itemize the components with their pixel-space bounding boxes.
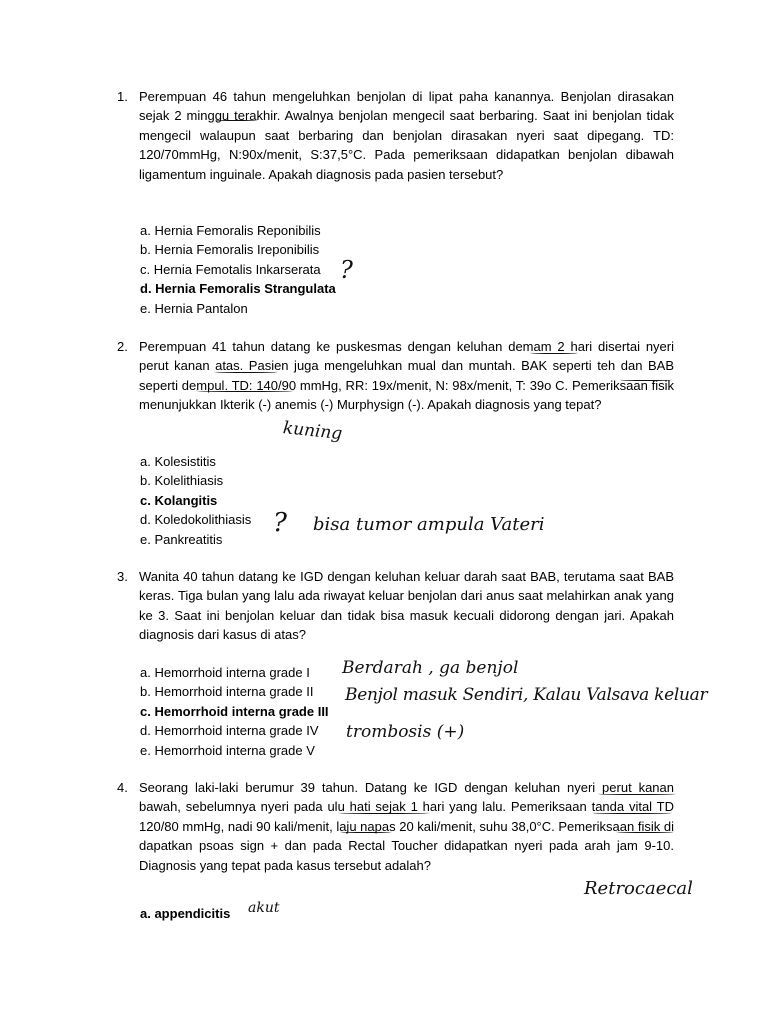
options-list	[140, 904, 470, 923]
question-text: Perempuan 41 tahun datang ke puskesmas dengan keluhan demam 2 hari disertai nyeri perut kanan atas. Pasien juga mengeluhkan mual dan muntah. BAK seperti teh dan BAB seperti dempul. TD: 140/90 mmHg, RR: 19x/menit, N: 98x/menit, T: 39o C. Pemeriksaan fisik menunjukkan Ikterik (-) anemis (-) Murphysign (-). Apakah diagnosis yang tepat?	[139, 339, 674, 413]
handwritten-note: kuning	[281, 418, 344, 445]
option-c: c. Hernia Femotalis Inkarserata	[140, 261, 321, 277]
question-number: 4.	[117, 780, 128, 795]
question-number: 2.	[117, 339, 128, 354]
option-a: a. Hemorrhoid interna grade I	[140, 665, 310, 680]
underline-mark	[196, 389, 294, 392]
underline-mark	[338, 811, 430, 814]
question-text: Seorang laki-laki berumur 39 tahun. Datang ke IGD dengan keluhan nyeri perut kanan bawah, sebelumnya nyeri pada ulu hati sejak 1 hari yang lalu. Pemeriksaan tanda vital TD 120/80 mmHg, nadi 90 kali/menit, laju napas 20 kali/menit, suhu 38,0°C. Pemeriksaan fisik di dapatkan psoas sign + dan pada Rectal Toucher didapatkan nyeri pada arah jam 9-10. Diagnosis yang tepat pada kasus tersebut adalah?	[139, 780, 674, 873]
underline-mark	[530, 351, 578, 354]
underline-mark	[620, 378, 672, 381]
question-number: 3.	[117, 569, 128, 584]
option-c-selected: c. Kolangitis	[140, 492, 218, 508]
underline-mark	[214, 370, 278, 373]
underline-mark	[340, 830, 392, 833]
handwritten-note-grade-4: trombosis (+)	[346, 722, 465, 742]
underline-mark	[592, 811, 672, 814]
underline-mark	[616, 830, 674, 833]
option-e: e. Hemorrhoid interna grade V	[140, 742, 315, 758]
option-b: b. Hernia Femoralis Ireponibilis	[140, 242, 320, 258]
handwritten-note: akut	[248, 900, 280, 916]
underline-mark	[598, 792, 676, 795]
question-text: Wanita 40 tahun datang ke IGD dengan keluhan keluar darah saat BAB, terutama saat BAB keras. Tiga bulan yang lalu ada riwayat keluar benjolan dari anus saat melahirkan anak yang ke 3. Saat ini benjolan keluar dan tidak bisa masuk kecuali didorong dengan jari. Apakah diagnosis dari kasus di atas?	[139, 569, 674, 643]
handwritten-question-mark: ?	[340, 256, 353, 284]
option-e: e. Pankreatitis	[140, 531, 223, 547]
option-b: b. Hemorrhoid interna grade II	[140, 684, 314, 700]
handwritten-note-grade-1: Berdarah , ga benjol	[342, 658, 519, 678]
handwritten-note-grade-2: Benjol masuk Sendiri, Kalau Valsava keluar	[345, 685, 708, 705]
option-a-selected: a. appendicitis	[140, 906, 231, 921]
handwritten-question-mark: ?	[273, 508, 287, 538]
option-e: e. Hernia Pantalon	[140, 300, 248, 316]
option-a: a. Hernia Femoralis Reponibilis	[140, 223, 321, 238]
options-list	[140, 221, 470, 318]
option-d: d. Koledokolithiasis	[140, 512, 252, 528]
question-text: Perempuan 46 tahun mengeluhkan benjolan di lipat paha kanannya. Benjolan dirasakan sejak 2 minggu terakhir. Awalnya benjolan mengecil saat berbaring. Saat ini benjolan tidak mengecil walaupun saat berbaring dan benjolan dirasakan nyeri saat dipegang. TD: 120/70mmHg, N:90x/menit, S:37,5°C. Pada pemeriksaan didapatkan benjolan dibawah ligamentum inguinale. Apakah diagnosis pada pasien tersebut?	[139, 89, 674, 182]
handwritten-comment: bisa tumor ampula Vateri	[313, 514, 545, 535]
option-c-selected: c. Hemorrhoid interna grade III	[140, 703, 329, 719]
question-number: 1.	[117, 89, 128, 104]
option-d-selected: d. Hernia Femoralis Strangulata	[140, 281, 336, 297]
option-d: d. Hemorrhoid interna grade IV	[140, 723, 319, 739]
option-a: a. Kolesistitis	[140, 454, 216, 469]
handwritten-note: Retrocaecal	[584, 878, 693, 899]
option-b: b. Kolelithiasis	[140, 473, 224, 489]
underline-mark	[214, 118, 258, 121]
